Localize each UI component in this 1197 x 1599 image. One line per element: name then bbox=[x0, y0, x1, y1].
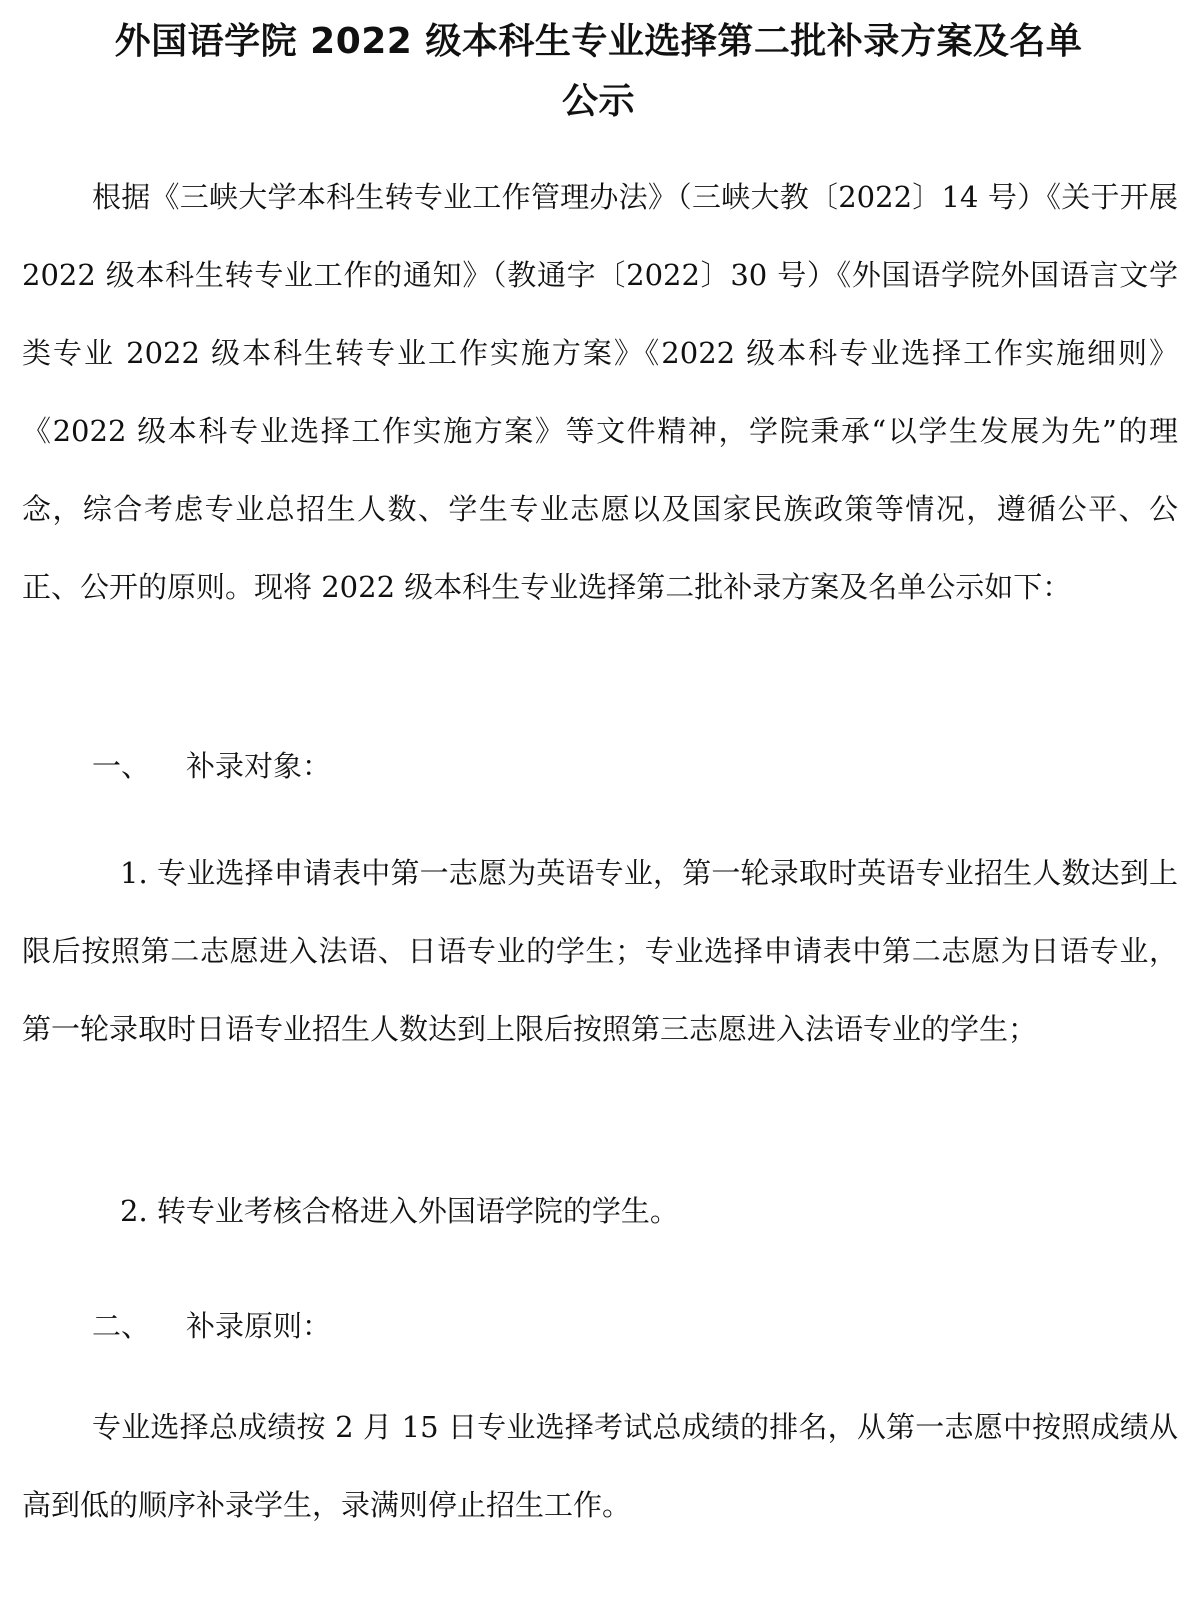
section-heading-principles bbox=[92, 1306, 331, 1346]
intro-paragraph: 根据《三峡大学本科生转专业工作管理办法》（三峡大教〔2022〕14 号）《关于开展 2022 级本科生转专业工作的通知》（教通字〔2022〕30 号）《外国语学院外国语言文学类专业 2022 级本科生转专业工作实施方案》《2022 级本科专业选择工作实施细则》《2022 级本科专业选择工作实施方案》等文件精神，学院秉承“以学生发展为先”的理念，综合考虑专业总招生人数、学生专业志愿以及国家民族政策等情况，遵循公平、公正、公开的原则。现将 2022 级本科生专业选择第二批补录方案及名单公示如下： bbox=[22, 180, 1178, 604]
list-item: 1. 专业选择申请表中第一志愿为英语专业，第一轮录取时英语专业招生人数达到上限后按照第二志愿进入法语、日语专业的学生；专业选择申请表中第二志愿为日语专业，第一轮录取时日语专业招生人数达到上限后按照第三志愿进入法语专业的学生； bbox=[22, 856, 1178, 1046]
document-title: 外国语学院 2022 级本科生专业选择第二批补录方案及名单 bbox=[114, 21, 1083, 62]
section-number: 一、 bbox=[92, 749, 151, 783]
section-heading-targets bbox=[92, 746, 331, 786]
section-label: 补录原则： bbox=[186, 1309, 332, 1343]
document-title-continued: 公示 bbox=[561, 81, 635, 122]
section-number: 二、 bbox=[92, 1309, 151, 1343]
list-item: 2. 转专业考核合格进入外国语学院的学生。 bbox=[120, 1194, 679, 1228]
principle-paragraph: 专业选择总成绩按 2 月 15 日专业选择考试总成绩的排名，从第一志愿中按照成绩从高到低的顺序补录学生，录满则停止招生工作。 bbox=[22, 1410, 1178, 1522]
section-label: 补录对象： bbox=[186, 749, 332, 783]
